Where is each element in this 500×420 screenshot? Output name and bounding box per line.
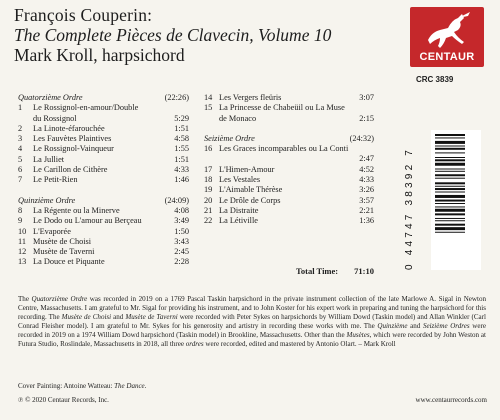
track-number: 20 — [204, 195, 213, 205]
tracklist-left — [18, 93, 189, 268]
track-time: 1:50 — [174, 226, 189, 236]
track-time: 3:49 — [174, 216, 189, 226]
barcode-bar — [435, 169, 465, 170]
credit-work: The Dance — [114, 382, 145, 390]
barcode-bar — [435, 203, 465, 204]
track-number: 15 — [204, 103, 213, 113]
track-number: 14 — [204, 93, 213, 102]
track-time: 4:33 — [359, 175, 374, 185]
track-number: 13 — [18, 257, 27, 267]
barcode-bar — [435, 192, 465, 193]
track-row — [18, 247, 189, 257]
notes-italic: Musète de Taverni — [125, 312, 178, 321]
barcode — [431, 130, 481, 270]
ordre-name: Quatorzième Ordre — [18, 93, 83, 102]
track-number: 2 — [18, 123, 23, 133]
barcode-bar — [435, 224, 465, 226]
notes-italic: Musètes — [346, 330, 370, 339]
track-body — [219, 165, 374, 175]
track-title: La Létiville — [219, 216, 258, 226]
total-time-label: Total Time: — [296, 266, 339, 276]
track-body — [33, 124, 189, 134]
barcode-bar — [435, 200, 465, 202]
total-time — [296, 266, 374, 276]
track-number: 7 — [18, 175, 23, 185]
barcode-bar — [435, 148, 465, 150]
track-number: 10 — [18, 226, 27, 236]
track-title: La Distraite — [219, 205, 259, 215]
track-number: 22 — [204, 216, 213, 226]
track-number: 19 — [204, 185, 213, 195]
recording-notes — [18, 295, 486, 348]
track-row — [18, 175, 189, 185]
track-row — [18, 257, 189, 267]
track-body — [33, 257, 189, 267]
track-time: 4:52 — [359, 164, 374, 174]
track-time: 2:47 — [359, 154, 374, 164]
tracklist-right — [204, 93, 374, 227]
centaur-icon — [418, 10, 476, 52]
track-row — [18, 103, 189, 124]
barcode-bar — [435, 186, 465, 187]
track-body — [219, 144, 374, 165]
track-time: 2:15 — [359, 113, 374, 123]
track-body — [33, 165, 189, 175]
track-body — [219, 185, 374, 195]
track-title: Le Rossignol-Vainqueur — [33, 144, 114, 154]
track-number: 9 — [18, 216, 23, 226]
track-row — [204, 175, 374, 185]
track-title: Le Petit-Rien — [33, 175, 78, 185]
track-number: 11 — [18, 236, 26, 246]
track-body — [33, 237, 189, 247]
track-row — [204, 103, 374, 124]
performer-credit: Mark Kroll, harpsichord — [14, 45, 185, 65]
spacer — [18, 186, 189, 196]
track-body — [33, 247, 189, 257]
composer-title: François Couperin: — [14, 5, 153, 25]
track-title-line2 — [219, 114, 374, 124]
ordre-heading — [18, 196, 189, 206]
catalog-number: CRC 3839 — [416, 75, 454, 84]
barcode-bar — [435, 134, 465, 136]
track-number: 12 — [18, 247, 27, 257]
credit-prefix: Cover Painting: Antoine Watteau: — [18, 382, 115, 390]
track-number: 21 — [204, 205, 213, 215]
track-body — [219, 93, 374, 103]
track-row — [204, 144, 374, 165]
track-title: La Princesse de Chabeüil ou La Muse — [219, 103, 345, 113]
ordre-duration: (22:26) — [164, 93, 189, 102]
track-time: 1:51 — [174, 123, 189, 133]
track-number: 1 — [18, 103, 23, 113]
track-row — [18, 206, 189, 216]
ordre-heading — [204, 134, 374, 144]
track-time: 2:45 — [174, 247, 189, 257]
track-row — [204, 93, 374, 103]
barcode-bar — [435, 137, 465, 138]
track-title: Le Rossignol-en-amour/Double — [33, 103, 139, 113]
track-title-cont — [219, 154, 223, 164]
track-time: 1:36 — [359, 216, 374, 226]
track-title: L'Himen-Amour — [219, 164, 275, 174]
track-time: 3:07 — [359, 93, 374, 102]
track-number: 17 — [204, 164, 213, 174]
track-row — [18, 216, 189, 226]
barcode-bar — [435, 182, 465, 184]
notes-text: The — [18, 295, 32, 303]
track-number: 3 — [18, 134, 23, 144]
ordre-name: Quinzième Ordre — [18, 195, 76, 205]
track-body — [219, 216, 374, 226]
barcode-bar — [435, 220, 465, 221]
track-title: La Douce et Piquante — [33, 257, 105, 267]
track-number: 18 — [204, 175, 213, 185]
barcode-bar — [435, 146, 465, 147]
centaur-logo — [410, 7, 484, 67]
track-row — [18, 165, 189, 175]
track-title: Les Vestales — [219, 175, 261, 185]
ordre-name: Seizième Ordre — [204, 133, 255, 143]
track-time: 4:58 — [174, 134, 189, 144]
track-row — [204, 206, 374, 216]
cover-credit — [18, 382, 146, 390]
track-title-line2 — [33, 114, 189, 124]
total-time-value: 71:10 — [354, 266, 374, 276]
track-number: 4 — [18, 144, 23, 154]
barcode-bar — [435, 213, 465, 215]
track-row — [18, 124, 189, 134]
track-row — [204, 185, 374, 195]
track-row — [18, 237, 189, 247]
album-title: The Complete Pièces de Clavecin, Volume 10 — [14, 25, 332, 45]
track-body — [219, 175, 374, 185]
notes-italic: ordres — [185, 339, 204, 348]
barcode-bar — [435, 178, 465, 179]
ordre-duration: (24:32) — [349, 133, 374, 143]
track-number: 8 — [18, 205, 23, 215]
barcode-bar — [435, 209, 465, 212]
track-time: 4:33 — [174, 165, 189, 175]
track-row — [18, 155, 189, 165]
track-body — [33, 175, 189, 185]
barcode-bar — [435, 174, 465, 176]
track-body — [33, 155, 189, 165]
track-title: L'Aimable Thérèse — [219, 185, 283, 195]
track-body — [219, 103, 374, 124]
track-time: 3:26 — [359, 185, 374, 195]
track-body — [33, 227, 189, 237]
barcode-bar — [435, 171, 465, 172]
copyright: ℗ © 2020 Centaur Records, Inc. — [18, 396, 109, 404]
track-body — [33, 144, 189, 154]
track-number: 5 — [18, 154, 23, 164]
track-number: 6 — [18, 165, 23, 175]
notes-text: and — [111, 312, 126, 321]
track-title: Le Carillon de Cithère — [33, 165, 108, 175]
notes-italic: Seizième Ordres — [422, 321, 470, 330]
track-body — [33, 134, 189, 144]
notes-italic: Musète de Choisi — [61, 312, 112, 321]
notes-text: , which were recorded by John Weston at Futura Studio, Roslindale, Massachusetts in 2018, all three — [18, 330, 486, 348]
spacer — [204, 124, 374, 134]
website-link[interactable]: www.centaurrecords.com — [415, 396, 487, 404]
track-title: L'Evaporée — [33, 226, 71, 236]
track-title: Le Drôle de Corps — [219, 195, 281, 205]
track-time: 1:51 — [174, 154, 189, 164]
track-row — [204, 216, 374, 226]
notes-text: were recorded with Peter Sykes on harpsichords by William Dowd (Taskin model) and Allan Winkler (Carl Conrad Fleisher model). I am grateful to Mr. Sykes for his generosity and artistry in recording these works with me. The — [18, 312, 486, 330]
track-title: La Julliet — [33, 154, 65, 164]
track-body — [219, 206, 374, 216]
track-title: Les Graces incomparables ou La Conti — [219, 144, 349, 154]
barcode-bar — [435, 206, 465, 207]
track-row — [204, 165, 374, 175]
track-row — [18, 227, 189, 237]
track-time: 2:28 — [174, 257, 189, 267]
ordre-heading — [18, 93, 189, 103]
track-title: Le Dodo ou L'amour au Berçeau — [33, 216, 142, 226]
track-body — [33, 103, 189, 124]
barcode-bar — [435, 157, 465, 158]
track-title-line2 — [219, 154, 374, 164]
track-time: 3:57 — [359, 195, 374, 205]
track-title-cont: du Rossignol — [33, 113, 77, 123]
barcode-bar — [435, 141, 465, 144]
track-time: 1:55 — [174, 144, 189, 154]
track-title: Les Vergers fleüris — [219, 93, 282, 102]
barcode-bar — [435, 159, 465, 161]
track-row — [204, 196, 374, 206]
barcode-bar — [435, 218, 465, 219]
track-title: Musète de Choisi — [33, 236, 92, 246]
barcode-digits: 0 44747 38392 7 — [404, 146, 415, 270]
track-number: 16 — [204, 144, 213, 154]
track-title: Musète de Taverni — [33, 247, 95, 257]
barcode-bar — [435, 232, 465, 233]
track-time: 1:46 — [174, 175, 189, 185]
track-body — [219, 196, 374, 206]
notes-italic: Quinzième — [377, 321, 408, 330]
track-title: La Linote-éfarouchée — [33, 123, 105, 133]
notes-italic: Quatorzième Ordre — [31, 295, 88, 303]
ordre-duration: (24:09) — [164, 195, 189, 205]
track-title: La Régente ou la Minerve — [33, 205, 120, 215]
notes-text: and — [407, 321, 423, 330]
notes-text: were recorded in 2019 on a 1974 William Dowd harpsichord (Taskin model) in Brookline, Massachusetts. Other than the — [18, 321, 486, 339]
credit-suffix: . — [144, 382, 147, 390]
track-row — [18, 144, 189, 154]
logo-wordmark: CENTAUR — [419, 51, 475, 63]
barcode-bar — [435, 163, 465, 166]
track-row — [18, 134, 189, 144]
track-time: 3:43 — [174, 236, 189, 246]
track-title-cont: de Monaco — [219, 113, 257, 123]
track-time: 2:21 — [359, 205, 374, 215]
track-title: Les Fauvètes Plaintives — [33, 134, 112, 144]
barcode-bar — [435, 195, 465, 198]
album-header — [14, 5, 384, 65]
notes-text: were recorded, edited and mastered by Antonio Olart. – Mark Kroll — [203, 339, 396, 348]
track-time: 4:08 — [174, 205, 189, 215]
barcode-bar — [435, 188, 465, 190]
track-time: 5:29 — [174, 113, 189, 123]
barcode-bar — [435, 227, 465, 230]
notes-text: was recorded in 2019 on a 1769 Pascal Taskin harpsichord in the private instrument collection of the late Marlowe A. Sigal in Newton Centre, Massachusetts. I am grateful to Mr. Sigal for providing his instrument, and to John Koster for his expert work in preparing and tuning the harpsichord for this recording. The — [18, 295, 486, 321]
track-body — [33, 216, 189, 226]
barcode-bar — [435, 152, 465, 153]
track-body — [33, 206, 189, 216]
